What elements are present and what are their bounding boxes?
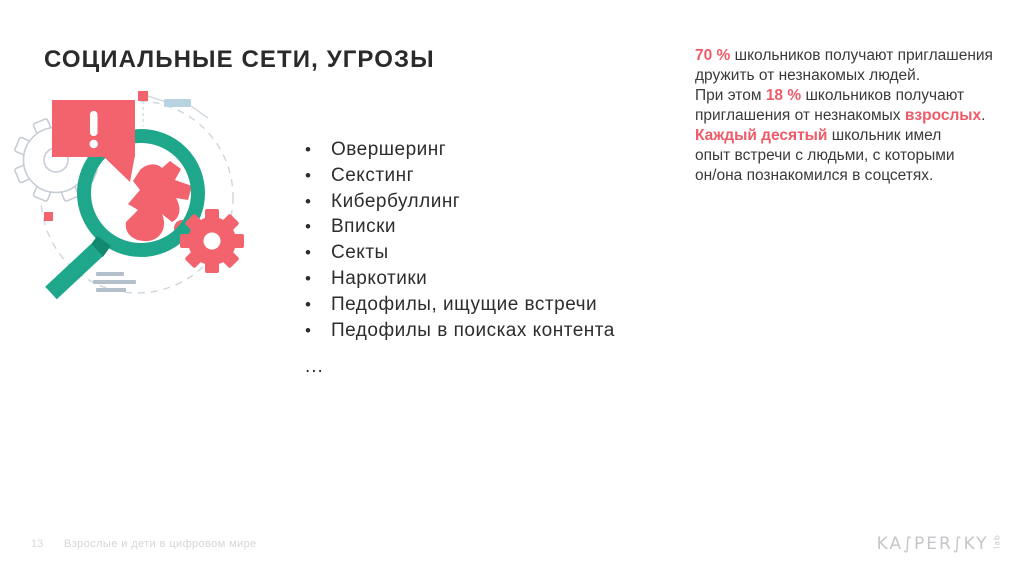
threat-list-item-label: Кибербуллинг xyxy=(331,190,461,212)
bullet-icon: • xyxy=(305,320,312,340)
stat-block-invitations: 70 % школьников получают приглашения дружить от незнакомых людей. При этом 18 % школьников получают приглашения от незнакомых взрослых. xyxy=(695,47,993,124)
kaspersky-logo-text: KA∫PER∫KY xyxy=(876,534,989,554)
kaspersky-logo xyxy=(877,534,1004,554)
threat-list-item-label: Наркотики xyxy=(331,267,428,289)
threat-list-item xyxy=(305,189,615,215)
threat-list-item xyxy=(305,214,615,240)
threat-list-item xyxy=(305,163,615,189)
bullet-icon: • xyxy=(305,268,312,288)
pink-square-accent xyxy=(138,91,148,101)
connector-line xyxy=(191,106,208,118)
bullet-icon: • xyxy=(305,140,312,159)
gear-icon xyxy=(180,209,244,273)
exclamation-icon xyxy=(90,111,98,148)
threat-list-item-label: Педофилы в поисках контента xyxy=(331,319,615,341)
threat-list xyxy=(305,137,615,343)
threat-list-item-label: Секты xyxy=(331,242,389,264)
threat-list-ellipsis: ... xyxy=(305,356,324,377)
kaspersky-logo-lab: lab xyxy=(992,534,1002,549)
bullet-icon: • xyxy=(305,191,312,211)
footer-doc-title: Взрослые и дети в цифровом мире xyxy=(64,538,257,550)
stat-block-meetings: Каждый десятый школьник имел опыт встречи с людьми, с которыми он/она познакомился в соцсетях. xyxy=(695,127,955,184)
threat-list-item xyxy=(305,137,615,163)
text-line xyxy=(93,280,136,284)
blue-accent-rect xyxy=(164,99,191,107)
bullet-icon: • xyxy=(305,165,312,185)
threat-list-item xyxy=(305,318,615,344)
text-line xyxy=(96,272,124,276)
threat-list-item xyxy=(305,240,615,266)
threat-list-item-label: Вписки xyxy=(331,216,397,238)
bullet-icon: • xyxy=(305,217,312,237)
page-title: СОЦИАЛЬНЫЕ СЕТИ, УГРОЗЫ xyxy=(44,46,435,74)
threat-list-item xyxy=(305,292,615,318)
pink-square-accent xyxy=(44,212,53,221)
bullet-icon: • xyxy=(305,243,312,263)
threat-list-item-label: Овершеринг xyxy=(331,139,447,160)
text-line xyxy=(96,288,126,292)
stats-column xyxy=(695,46,1005,186)
threat-list-item-label: Педофилы, ищущие встречи xyxy=(331,293,598,315)
threat-list-item xyxy=(305,266,615,292)
page-number: 13 xyxy=(31,538,44,550)
threat-list-item-label: Секстинг xyxy=(331,164,415,186)
connector-line xyxy=(148,96,166,102)
magnifier-warning-illustration xyxy=(0,80,270,330)
bullet-icon: • xyxy=(305,294,312,314)
